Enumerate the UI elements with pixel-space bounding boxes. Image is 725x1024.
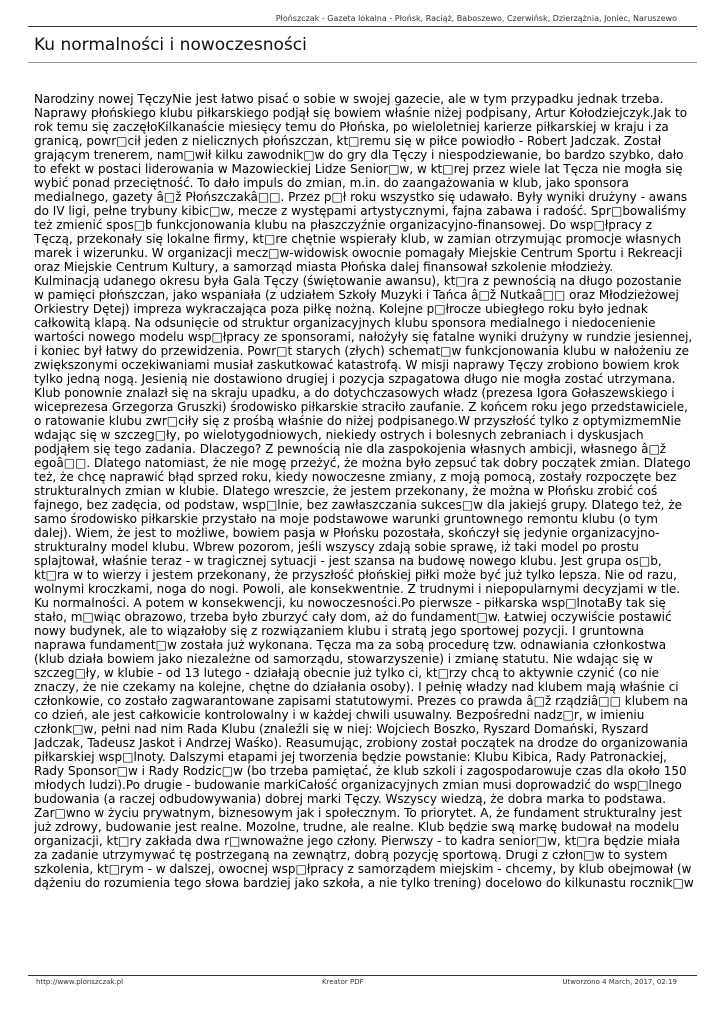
footer-divider — [28, 975, 697, 976]
footer-created-date: Utworzono 4 March, 2017, 02:19 — [562, 978, 677, 986]
article-paragraph: Narodziny nowej TęczyNie jest łatwo pisać o sobie w swojej gazecie, ale w tym przypadku jednak trzeba. Naprawy płońskiego klubu piłkarskiego podjął się bowiem właśnie niżej podpisany, Artur Kołodziejczyk.Jak to rok temu się zaczęłoKilkanaście miesięcy temu do Płońska, po wieloletniej karierze piłkarskiej w kraju i za granicą, powr□cił jeden z nielicznych płońszczan, kt□remu się w piłce powiodło - Robert Jadczak. Został grającym trenerem, nam□wił kilku zawodnik□w do gry dla Tęczy i niespodziewanie, bo bardzo szybko, dało to efekt w postaci liderowania w Mazowieckiej Lidze Senior□w, w kt□rej przez wiele lat Tęcza nie mogła się wybić ponad przeciętność. To dało impuls do zmian, m.in. do zaangażowania w klub, jako sponsora medialnego, gazety â□ž Płońszczakâ□□. Przez p□ł roku wszystko się udawało. Były wyniki drużyny - awans do IV ligi, pełne trybuny kibic□w, mecze z występami artystycznymi, fajna zabawa i radość. Spr□bowaliśmy też zmienić spos□b funkcjonowania klubu na płaszczyźnie organizacyjno-finansowej. Do wsp□łpracy z Tęczą, przekonały się lokalne firmy, kt□re chętnie wspierały klub, w zamian otrzymując promocje własnych marek i wizerunku. W organizacji mecz□w-widowisk owocnie pomagały Miejskie Centrum Sportu i Rekreacji oraz Miejskie Centrum Kultury, a samorząd miasta Płońska dalej finansował szkolenie młodzieży. — [34, 92, 688, 274]
page-footer — [36, 978, 677, 986]
site-header: Płońszczak - Gazeta lokalna - Płońsk, Raciąż, Baboszewo, Czerwińsk, Dzierzążnia, Joniec, Naruszewo — [275, 14, 677, 23]
article-title: Ku normalności i nowoczesności — [34, 35, 307, 55]
title-divider — [28, 62, 697, 63]
article-paragraph: Kulminacją udanego okresu była Gala Tęczy (świętowanie awansu), kt□ra z pewnością na długo pozostanie w pamięci płońszczan, jako wspaniała (z udziałem Szkoły Muzyki i Tańca â□ž Nutkaâ□□ oraz Młodzieżowej Orkiestry Dętej) impreza wykraczająca poza piłkę nożną. Kolejne p□łrocze ubiegłego roku było jednak całkowitą klapą. Na odsunięcie od struktur organizacyjnych klubu sponsora medialnego i niedocenienie wartości nowego modelu wsp□łpracy ze sponsorami, nałożyły się fatalne wyniki drużyny w rundzie jesiennej, i koniec był łatwy do przewidzenia. Powr□t starych (złych) schemat□w funkcjonowania klubu w nałożeniu ze zwiększonymi oczekiwaniami musiał zaskutkować katastrofą. W misji naprawy Tęczy zrobiono bowiem krok tylko jedną nogą. Jesienią nie dostawiono drugiej i pozycja szpagatowa długo nie mogła zostać utrzymana. Klub ponownie znalazł się na skraju upadku, a do dotychczasowych władz (prezesa Igora Gołaszewskiego i wiceprezesa Grzegorza Gruszki) środowisko piłkarskie straciło zaufanie. Z końcem roku jego przedstawiciele, o ratowanie klubu zwr□ciły się z prośbą właśnie do niżej podpisanego.W przyszłość tylko z optymizmemNie wdając się w szczeg□ły, po wielotygodniowych, niekiedy ostrych i bolesnych zebraniach i dyskusjach podjąłem się tego zadania. Dlaczego? Z pewnością nie dla zaspokojenia własnych ambicji, własnego â□ž egoâ□□. Dlatego natomiast, że nie mogę przeżyć, że można było zepsuć tak dobry początek zmian. Dlatego też, że chcę naprawić błąd sprzed roku, kiedy nowoczesne zmiany, z moją pomocą, zostały rozpoczęte bez strukturalnych zmian w klubie. Dlatego wreszcie, że jestem przekonany, że można w Płońsku zrobić coś fajnego, bez zadęcia, od podstaw, wsp□lnie, bez zawłaszczania sukces□w dla jakiejś grupy. Dlatego też, że samo środowisko piłkarskie przystało na moje podstawowe warunki gruntownego remontu klubu (o tym dalej). Wiem, że jest to możliwe, bowiem pasja w Płońsku pozostała, skończył się jedynie organizacyjno-strukturalny model klubu. Wbrew pozorom, jeśli wszyscy zdają sobie sprawę, iż taki model po prostu splajtował, właśnie teraz - w tragicznej sytuacji - jest szansa na budowę nowego klubu. Jest grupa os□b, kt□ra w to wierzy i jestem przekonany, że przyszłość płońskiej piłki może być już tylko lepsza. Nie od razu, wolnymi kroczkami, noga do nogi. Powoli, ale konsekwentnie. Z trudnymi i niepopularnymi decyzjami w tle. Ku normalności. A potem w konsekwencji, ku nowoczesności.Po pierwsze - piłkarska wsp□lnotaBy tak się stało, m□wiąc obrazowo, trzeba było zburzyć cały dom, aż do fundament□w. Łatwiej oczywiście postawić nowy budynek, ale to wiązałoby się z rozwiązaniem klubu i stratą jego sportowej pozycji. I gruntowna naprawa fundament□w została już wykonana. Tęcza ma za sobą procedurę tzw. odnawiania członkostwa (klub działa bowiem jako niezależne od samorządu, stowarzyszenie) i zmianę statutu. Nie wdając się w szczeg□ły, w klubie - od 13 lutego - działają obecnie już tylko ci, kt□rzy chcą to aktywnie czynić (co nie znaczy, że nie czekamy na kolejne, chętne do działania osoby). I pełnię władzy nad klubem mają właśnie ci członkowie, co zostało zagwarantowane zapisami statutowymi. Prezes co prawda â□ž rządziâ□□ klubem na co dzień, ale jest całkowicie kontrolowalny i w każdej chwili usuwalny. Bezpośredni nadz□r, w imieniu członk□w, pełni nad nim Rada Klubu (znaleźli się w niej: Wojciech Boszko, Ryszard Domański, Ryszard Jadczak, Tadeusz Jaskot i Andrzej Waśko). Reasumując, zrobiony został początek na drodze do organizowania piłkarskiej wsp□lnoty. Dalszymi etapami jej tworzenia będzie powstanie: Klubu Kibica, Rady Patronackiej, Rady Sponsor□w i Rady Rodzic□w (bo trzeba pamiętać, że klub szkoli i zagospodarowuje czas dla około 150 młodych ludzi).Po drugie - budowanie markiCałość organizacyjnych zmian musi doprowadzić do wsp□lnego budowania (a raczej odbudowywania) dobrej marki Tęczy. Wszyscy wiedzą, że dobra marka to podstawa. Zar□wno w życiu prywatnym, biznesowym jak i społecznym. To priorytet. A, że fundament strukturalny jest już zdrowy, budowanie jest realne. Mozolne, trudne, ale realne. Klub będzie swą markę budował na modelu organizacji, kt□ry zakłada dwa r□wnoważne jego człony. Pierwszy - to kadra senior□w, kt□ra będzie miała za zadanie utrzymywać tę postrzeganą na zewnątrz, dobrą pozycję sportową. Drugi z człon□w to system szkolenia, kt□rym - w dalszej, owocnej wsp□łpracy z samorządem miejskim - chcemy, by klub obejmował (w dążeniu do rozumienia tego słowa bardziej jako szkoła, a nie tylko trening) docelowo do kilkunastu rocznik□w — [34, 274, 694, 890]
header-divider — [28, 26, 697, 27]
footer-url-link[interactable]: http://www.plonszczak.pl — [36, 978, 124, 986]
article-body — [34, 92, 694, 972]
footer-generator: Kreator PDF — [321, 978, 364, 986]
